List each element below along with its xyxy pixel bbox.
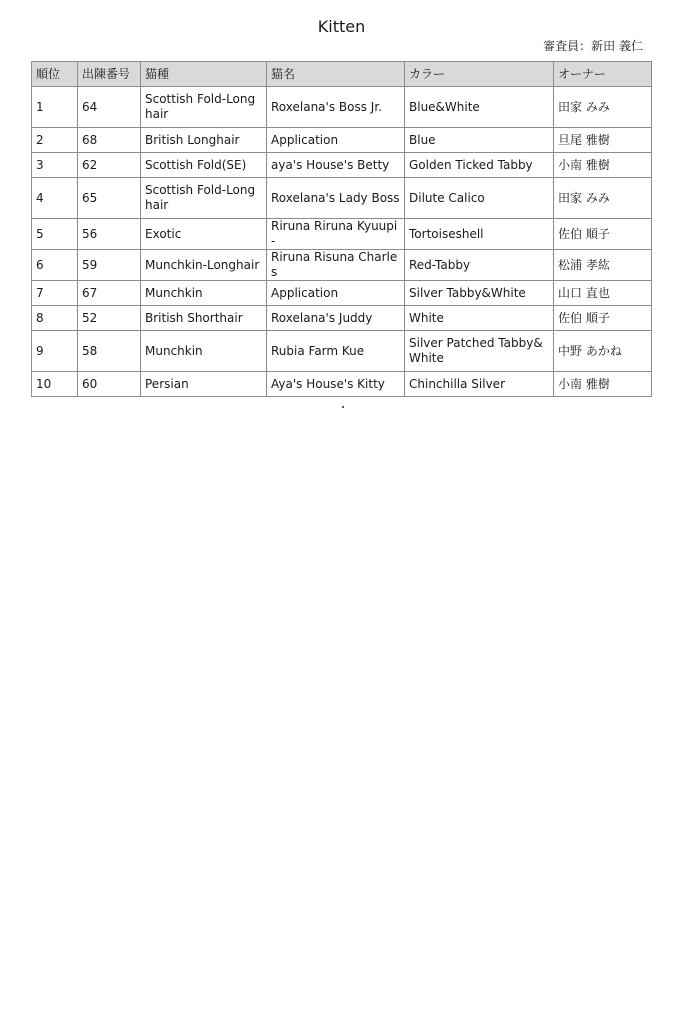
cell-owner: 中野 あかね [554,331,652,372]
cell-entry-number: 59 [78,250,141,281]
cell-rank: 3 [32,153,78,178]
header-breed: 猫種 [141,62,267,87]
cell-rank: 8 [32,306,78,331]
table-row [32,281,652,306]
header-color: カラー [405,62,554,87]
cell-cat-name: Roxelana's Juddy [267,306,405,331]
cell-breed: Munchkin [141,331,267,372]
cell-rank: 7 [32,281,78,306]
table-row [32,306,652,331]
header-cat-name: 猫名 [267,62,405,87]
cell-owner: 小南 雅樹 [554,372,652,397]
table-row [32,250,652,281]
cell-breed: Scottish Fold(SE) [141,153,267,178]
cell-color: Golden Ticked Tabby [405,153,554,178]
cell-breed: Scottish Fold-Longhair [141,178,267,219]
cell-entry-number: 65 [78,178,141,219]
cell-owner: 田家 みみ [554,87,652,128]
cell-entry-number: 68 [78,128,141,153]
cell-entry-number: 60 [78,372,141,397]
cell-owner: 山口 直也 [554,281,652,306]
cell-color: White [405,306,554,331]
document-title: Kitten [317,17,366,36]
table-row [32,219,652,250]
header-row [32,62,652,87]
judge-name: 審査員：新田 義仁 [543,39,643,53]
table-row [32,331,652,372]
cell-cat-name: Riruna Risuna Charles [267,250,405,281]
cell-breed: Persian [141,372,267,397]
cell-cat-name: Roxelana's Lady Boss [267,178,405,219]
cell-cat-name: Aya's House's Kitty [267,372,405,397]
cell-cat-name: Riruna Riruna Kyuupi- [267,219,405,250]
cell-cat-name: aya's House's Betty [267,153,405,178]
cell-cat-name: Application [267,128,405,153]
table-row [32,87,652,128]
header-entry-number: 出陳番号 [78,62,141,87]
cell-color: Tortoiseshell [405,219,554,250]
cell-breed: British Longhair [141,128,267,153]
cell-breed: Munchkin-Longhair [141,250,267,281]
cell-owner: 田家 みみ [554,178,652,219]
cell-color: Dilute Calico [405,178,554,219]
cell-entry-number: 67 [78,281,141,306]
header-rank: 順位 [32,62,78,87]
cell-entry-number: 62 [78,153,141,178]
cell-color: Chinchilla Silver [405,372,554,397]
cell-breed: British Shorthair [141,306,267,331]
table-row [32,153,652,178]
table-row [32,372,652,397]
cell-entry-number: 58 [78,331,141,372]
cell-breed: Scottish Fold-Longhair [141,87,267,128]
cell-rank: 5 [32,219,78,250]
cell-color: Red-Tabby [405,250,554,281]
cell-owner: 旦尾 雅樹 [554,128,652,153]
cell-rank: 4 [32,178,78,219]
cell-rank: 1 [32,87,78,128]
table-row [32,128,652,153]
cell-owner: 松浦 孝紘 [554,250,652,281]
cell-owner: 佐伯 順子 [554,219,652,250]
cell-owner: 小南 雅樹 [554,153,652,178]
cell-entry-number: 56 [78,219,141,250]
cell-cat-name: Application [267,281,405,306]
cell-breed: Munchkin [141,281,267,306]
cell-cat-name: Rubia Farm Kue [267,331,405,372]
cell-breed: Exotic [141,219,267,250]
cell-color: Blue&White [405,87,554,128]
cell-color: Silver Tabby&White [405,281,554,306]
page-marker-dot [342,406,344,408]
cell-rank: 6 [32,250,78,281]
cell-rank: 9 [32,331,78,372]
cell-color: Silver Patched Tabby&White [405,331,554,372]
results-table [31,61,652,397]
cell-rank: 2 [32,128,78,153]
header-owner: オーナー [554,62,652,87]
table-row [32,178,652,219]
cell-rank: 10 [32,372,78,397]
cell-entry-number: 52 [78,306,141,331]
cell-owner: 佐伯 順子 [554,306,652,331]
cell-entry-number: 64 [78,87,141,128]
cell-color: Blue [405,128,554,153]
cell-cat-name: Roxelana's Boss Jr. [267,87,405,128]
